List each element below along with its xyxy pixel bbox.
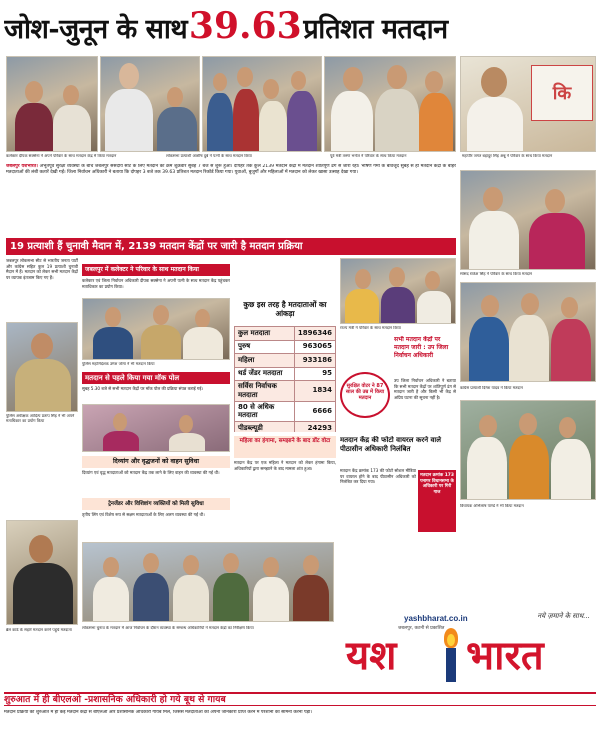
stats-label: कुल मतदाता (235, 327, 295, 341)
caption-inspection: लोकसभा चुनाव के मतदान में आज निर्वाचन के दौरान व्यवस्था के सम्बन्ध अधिकारियों ने मतदान केंद्रों का निरीक्षण किया (82, 626, 254, 630)
caption-dgp: पुलिस महानिदेशक उमेश जोगा ने भी मतदान किया (82, 362, 155, 366)
stats-value: 95 (294, 367, 335, 381)
stats-row (235, 354, 336, 368)
mock-poll-body: सुबह 5.30 बजे से सभी मतदान केंद्रों पर मॉक पोल की प्रक्रिया संपन्न कराई गई। (82, 386, 204, 391)
photo-group-voters (202, 56, 322, 152)
masthead-name-left: यश (346, 633, 397, 679)
caption-right-3: विधायक अभिलाष पाण्डे ने भी किया मतदान (460, 504, 524, 508)
headline (4, 4, 596, 50)
stats-value: 24293 (294, 422, 335, 433)
district-officer-heading: सभी मतदान केंद्रों पर मतदान जारी : उप जिला निर्वाचन अधिकारी (394, 336, 449, 359)
stats-row (235, 340, 336, 354)
masthead-name-right: भारत (466, 633, 544, 679)
stats-value: 1834 (294, 381, 335, 402)
stats-label: पुरुष (235, 340, 295, 354)
caption-braille: ब्रेल कार्ड के सहारे मतदान करने पहुंचे मतदाता (6, 628, 72, 632)
photo-right-mla (460, 400, 596, 500)
caption-right-1: सांसद राकेश सिंह ने परिवार के साथ किया मतदान (460, 272, 533, 276)
caption-collector: कलेक्टर दीपक सक्सेना ने अपने परिवार के साथ मतदान केंद्र में किया मतदान (6, 154, 117, 158)
masthead-url: yashbharat.co.in (404, 614, 468, 623)
headline-part2: प्रतिशत मतदान (303, 14, 448, 45)
voter-stats-table (234, 326, 336, 432)
collector-heading: जबलपुर में कलेक्टर ने परिवार के साथ मतदान किया (82, 264, 230, 276)
headline-percent: 39.63 (188, 5, 302, 47)
intro-dateline: जबलपुर यशभारत। (6, 164, 38, 169)
booth-173-badge: मतदान क्रमांक 173 पनागर विधानसभा के अधिकारी पर गिरी गाज (418, 470, 456, 532)
photo-collector-family (6, 56, 98, 152)
disabled-heading: दिव्यांग और वृद्धजनों को वाहन सुविधा (82, 456, 230, 468)
collector-body: कलेक्टर एवं जिला निर्वाचन अधिकारी दीपक सक्सेना ने अपनी पत्नी के साथ मतदान केंद्र पहुंचकर मताधिकार का प्रयोग किया। (82, 278, 230, 289)
caption-candidate: लोकसभा प्रत्याशी आशीष दुबे ने पत्नी के साथ मतदान किया (166, 154, 252, 158)
photo-minister-family (340, 258, 456, 324)
photo-booth-staff (82, 404, 230, 452)
stats-label: 80 से अधिक मतदाता (235, 401, 295, 422)
stats-value: 6666 (294, 401, 335, 422)
women-heading: महिला का हंगामा, समझाने के बाद डोंट वोटा (234, 436, 336, 458)
photo-right-mp (460, 282, 596, 382)
masthead (340, 610, 596, 686)
viral-photo-heading: मतदान केंद्र की फोटो वायरल करने वाले पीठासीन अधिकारी निलंबित (340, 436, 441, 454)
photo-leader-inked-finger (324, 56, 456, 152)
photo-officials-inspection (82, 542, 334, 622)
intro-body: अभूतपूर्व सुरक्षा व्यवस्था के बीच जबलपुर संसदीय सीट के लिए मतदान का क्रम शुक्रवार सुबह 7 बजे से शुरू हुआ। दोपहर तक कुल 2139 मतदान केंद्रों में मतदान शांतिपूर्ण ढंग से जारी रहा। भीषण गर्मी के बावजूद सुबह से ही मतदान केंद्रों के बाहर मतदाताओं की लंबी कतारें देखी गईं। जिला निर्वाचन अधिकारी ने बताया कि दोपहर 3 बजे तक 39.63 प्रतिशत मतदान रिकॉर्ड किया गया। युवाओं, बुजुर्गों और महिलाओं में मतदान को लेकर खासा उत्साह देखा गया। (6, 164, 456, 176)
bottom-banner: शुरुआत में ही बीएलओ -प्रशासनिक अधिकारी हो गये बूथ से गायब (4, 692, 596, 706)
transgender-body: तृतीय लिंग एवं विशेष रूप से सक्षम मतदाताओं के लिए अलग व्यवस्था की गई थी। (82, 512, 205, 517)
stats-value: 1896346 (294, 327, 335, 341)
photo-braille-voter (6, 520, 78, 625)
women-body: मतदान केंद्र पर एक महिला ने मतदान को लेकर हंगामा किया, अधिकारियों द्वारा समझाने के बाद मामला शांत हुआ। (234, 460, 336, 471)
stats-row (235, 401, 336, 422)
transgender-heading: ट्रेनजेंडर और विशिष्टांग व्यक्तियों को मिली सुविधा (82, 498, 230, 510)
bottom-article: मतदान प्रक्रिया की शुरुआत में ही कई मतदान केंद्रों से बीएलओ और प्रशासनिक अधिकारी गायब मिले, जिससे मतदाताओं को अपनी जानकारी प्राप्त करने में परेशानी का सामना करना पड़ा। (4, 710, 312, 715)
masthead-tagline: नये ज़माने के साथ... (537, 612, 590, 620)
headline-part1: जोश-जुनून के साथ (4, 14, 188, 45)
stats-row (235, 381, 336, 402)
disabled-body: दिव्यांग एवं वृद्ध मतदाताओं को मतदान केंद्र तक लाने के लिए वाहन की व्यवस्था की गई थी। (82, 470, 220, 475)
senior-voter-badge: सुरक्षित वोटर ने 87 साल की उम्र में किया मतदान (340, 372, 390, 418)
caption-former-minister: पूर्व मंत्री तरुण भनोत ने परिवार के साथ किया मतदान (330, 154, 407, 158)
intro-article (6, 164, 456, 236)
torch-logo (440, 628, 462, 682)
photo-right-women-voters (460, 170, 596, 270)
stats-label: पीडब्ल्यूडी (235, 422, 295, 433)
masthead-small: जबलपुर, कटनी से प्रकाशित (398, 626, 445, 631)
district-officer-body: उप जिला निर्वाचन अधिकारी ने बताया कि सभी मतदान केंद्रों पर शांतिपूर्ण ढंग से मतदान जारी है और किसी भी केंद्र से अप्रिय घटना की सूचना नहीं है। (394, 378, 456, 401)
photo-candidate-voting (100, 56, 200, 152)
caption-police: पुलिस अधीक्षक आदित्य प्रताप सिंह ने भी अपने मताधिकार का प्रयोग किया (6, 414, 75, 423)
stats-label: सर्विस निर्वाचक मतदाता (235, 381, 295, 402)
red-banner: 19 प्रत्याशी हैं चुनावी मैदान में, 2139 मतदान केंद्रों पर जारी है मतदान प्रक्रिया (6, 238, 456, 255)
left-column-text: जबलपुर लोकसभा सीट से भारतीय जनता पार्टी और कांग्रेस सहित कुल 19 प्रत्याशी चुनावी मैदान में हैं। मतदान को लेकर सभी मतदान केंद्रों पर व्यापक इंतजाम किए गए हैं। (6, 258, 78, 281)
mock-poll-heading: मतदान से पहले किया गया मॉक पोल (82, 372, 230, 384)
photo-dgp-voting (82, 298, 230, 360)
stats-label: थर्ड जेंडर मतदाता (235, 367, 295, 381)
stats-value: 933186 (294, 354, 335, 368)
caption-mayor: महापौर जगत बहादुर सिंह अन्नू ने परिवार के साथ किया मतदान (462, 154, 553, 158)
caption-minister: राज्य मंत्री ने परिवार के साथ मतदान किया (340, 326, 401, 330)
caption-right-2: कांग्रेस प्रत्याशी दिनेश यादव ने किया मतदान (460, 386, 523, 390)
stats-heading: कुछ इस तरह है मतदाताओं का आंकड़ा (243, 300, 327, 319)
stats-row (235, 367, 336, 381)
stats-value: 963065 (294, 340, 335, 354)
stats-row (235, 422, 336, 433)
photo-police-officer (6, 322, 78, 412)
photo-mayor-voting: कि (460, 56, 596, 152)
stats-label: महिला (235, 354, 295, 368)
viral-photo-body: मतदान केंद्र क्रमांक 173 की फोटो सोशल मीडिया पर वायरल होने के बाद पीठासीन अधिकारी को निलंबित कर दिया गया। (340, 468, 416, 485)
stats-row (235, 327, 336, 341)
